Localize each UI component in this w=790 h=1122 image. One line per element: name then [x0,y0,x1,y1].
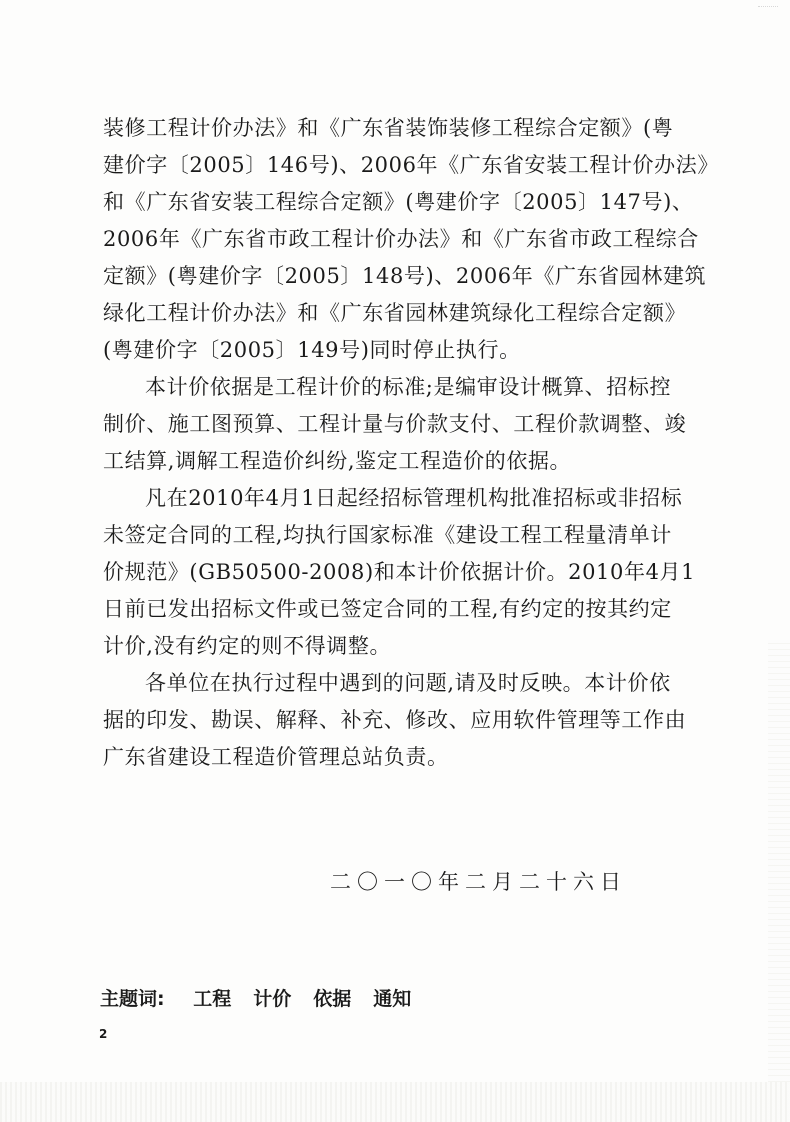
text-line: 建价字〔2005〕146号)、2006年《广东省安装工程计价办法》 [103,153,719,177]
issue-date: 二〇一〇年二月二十六日 [330,870,627,894]
text-line: 本计价依据是工程计价的标准;是编审设计概算、招标控 [145,375,672,399]
keyword: 依据 [313,988,352,1010]
text-line: (粤建价字〔2005〕149号)同时停止执行。 [103,338,521,362]
text-line: 定额》(粤建价字〔2005〕148号)、2006年《广东省园林建筑 [103,264,707,288]
keywords-label: 主题词: [100,988,165,1010]
keyword: 计价 [253,988,292,1010]
scan-edge-right [768,640,790,1082]
body-text [103,110,719,776]
text-line: 绿化工程计价办法》和《广东省园林建筑绿化工程综合定额》 [103,301,687,325]
text-line: 未签定合同的工程,均执行国家标准《建设工程工程量清单计 [103,523,672,547]
scan-edge-bottom [0,1082,790,1122]
text-line: 广东省建设工程造价管理总站负责。 [103,745,449,769]
paragraph [103,369,693,480]
page-number: 2 [99,1027,108,1041]
text-line: 各单位在执行过程中遇到的问题,请及时反映。本计价依 [145,671,671,695]
text-line: 凡在2010年4月1日起经招标管理机构批准招标或非招标 [145,486,683,510]
text-line: 制价、施工图预算、工程计量与价款支付、工程价款调整、竣 [103,412,687,436]
paragraph [103,110,719,369]
text-line: 日前已发出招标文件或已签定合同的工程,有约定的按其约定 [103,597,672,621]
text-line: 价规范》(GB50500-2008)和本计价依据计价。2010年4月1 [103,560,696,584]
text-line: 工结算,调解工程造价纠纷,鉴定工程造价的依据。 [103,449,572,473]
text-line: 据的印发、勘误、解释、补充、修改、应用软件管理等工作由 [103,708,687,732]
keyword: 工程 [193,988,232,1010]
text-line: 和《广东省安装工程综合定额》(粤建价字〔2005〕147号)、 [103,190,694,214]
paragraph [103,480,696,665]
text-line: 计价,没有约定的则不得调整。 [103,634,392,658]
text-line: 2006年《广东省市政工程计价办法》和《广东省市政工程综合 [103,227,699,251]
keyword: 通知 [373,988,412,1010]
text-line: 装修工程计价办法》和《广东省装饰装修工程综合定额》(粤 [103,116,674,140]
scan-mark [758,6,778,15]
paragraph [103,665,693,776]
keywords-line [100,984,433,1011]
